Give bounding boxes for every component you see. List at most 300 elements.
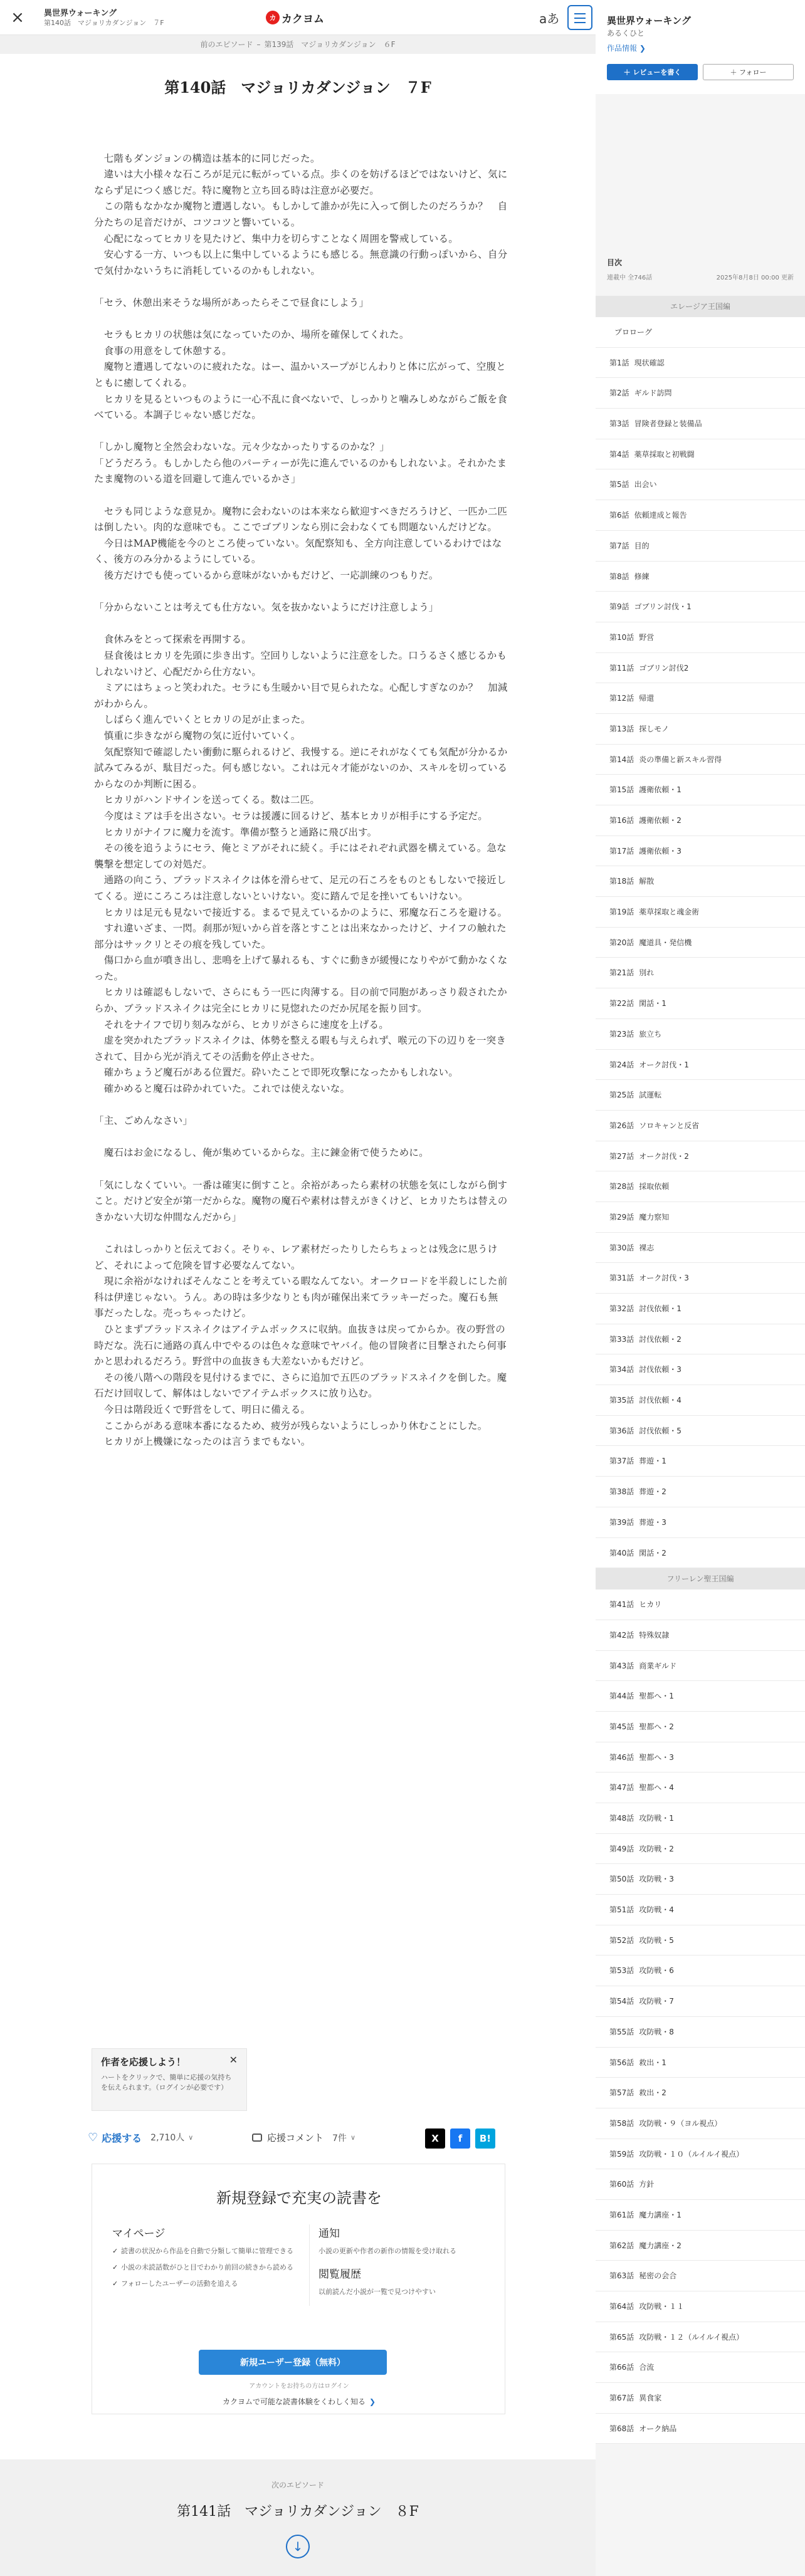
chapter-title: 解散 (639, 877, 655, 886)
chapter-item[interactable] (596, 836, 805, 867)
chapter-title: 野営 (639, 632, 655, 642)
mypage-item: ✓ 読書の状況から作品を自動で分類して簡単に管理できる (112, 2246, 300, 2256)
episode-paragraph: この階もなかなか魔物と遭遇しない。もしかして誰かが先に入って倒したのだろうか？ 自分たちの足音だけが、コツコツと響いている。 (94, 201, 508, 228)
sidebar-author[interactable]: あるくひと (607, 29, 645, 38)
menu-line-icon (574, 22, 586, 23)
chapter-title: 依頼達成と報告 (634, 511, 687, 520)
chapter-number: 第38話 (609, 1487, 634, 1497)
chapter-title: 討伐依頼・5 (639, 1426, 681, 1435)
chapter-title: 攻防戦・4 (639, 1905, 674, 1915)
chapter-item[interactable] (596, 1416, 805, 1447)
next-episode-area[interactable] (0, 2459, 596, 2576)
last-updated: 2025年8月8日 00:00 更新 (716, 275, 794, 281)
follow-button[interactable]: ＋ フォロー (703, 64, 794, 80)
chapter-item[interactable] (596, 1651, 805, 1682)
episode-paragraph: 「しかし魔物と全然会わないな。元々少なかったりするのかな？」 (94, 441, 390, 453)
chapter-title: 攻防戦・7 (639, 1997, 674, 2006)
episode-paragraph: セラも同じような意見か。魔物に会わないのは本来なら歓迎すべきだろうけど、一匹か二匹は倒したい。肉的な意味でも。ここでゴブリンなら別に会わなくても問題ないんだけどな。 (94, 505, 508, 533)
chapter-number: 第35話 (609, 1396, 634, 1405)
chapter-number: 第18話 (609, 877, 634, 886)
toc-heading: 目次 (607, 258, 623, 267)
episode-body (94, 135, 508, 1450)
episode-paragraph: 虚を突かれたブラッドスネイクは、体勢を整える暇も与えられず、喉元の下の辺りを一突きされて、目から光が消えてその活動を停止させた。 (94, 1035, 507, 1062)
episode-paragraph: ヒカリがナイフに魔力を流す。準備が整うと通路に飛び出す。 (94, 826, 377, 838)
chapter-title: 救出・1 (639, 2058, 666, 2067)
mypage-item: ✓ フォローしたユーザーの活動を追える (112, 2279, 300, 2289)
next-episode-label: 次のエピソード (271, 2481, 324, 2490)
register-panel (92, 2164, 505, 2414)
chapter-title: 旅立ち (639, 1029, 662, 1039)
chapter-item[interactable] (596, 2352, 805, 2383)
chapter-title: 攻防戦・１０（ルイルイ視点） (639, 2149, 744, 2159)
chapter-item[interactable] (596, 653, 805, 684)
chapter-title: 攻防戦・2 (639, 1844, 674, 1853)
chapter-number: 第32話 (609, 1304, 634, 1313)
chapter-number: 第43話 (609, 1661, 634, 1670)
episode-paragraph: 後方だけでも使っているから意味がないかもだけど、一応訓練のつもりだ。 (94, 570, 439, 582)
episode-paragraph: 「セラ、休憩出来そうな場所があったらそこで昼食にしよう」 (94, 296, 369, 308)
chapter-item[interactable] (596, 775, 805, 805)
chapter-title: 攻防戦・6 (639, 1966, 674, 1976)
mypage-item: ✓ 小説の未読話数がひと目でわかり前回の続きから読める (112, 2263, 300, 2273)
support-title: 作者を応援しよう！ (101, 2056, 186, 2068)
chapter-item[interactable] (596, 1019, 805, 1050)
prev-episode-label: 前のエピソード (200, 40, 253, 49)
episode-paragraph: 違いは大小様々な石ころが足元に転がっている点。歩くのを妨げるほどではないけど、気にならず足につく感じだ。特に魔物と立ち回る時は注意が必要だ。 (94, 169, 508, 196)
chapter-item[interactable] (596, 1111, 805, 1141)
chapter-item[interactable] (596, 531, 805, 562)
chapter-title: 葬遊・2 (639, 1487, 666, 1497)
prev-episode-separator: – (256, 40, 261, 49)
chapter-item[interactable] (596, 409, 805, 439)
chapter-number: 第30話 (609, 1243, 634, 1252)
chapter-title: 攻防戦・９（ヨル視点） (639, 2118, 722, 2128)
chapter-number: 第49話 (609, 1844, 634, 1853)
chapter-item[interactable] (596, 866, 805, 897)
logo-mark-icon: カ (266, 11, 280, 24)
chapter-number: 第55話 (609, 2027, 634, 2036)
chapter-item[interactable] (596, 2322, 805, 2353)
comment-label: 応援コメント (267, 2132, 324, 2144)
comment-button[interactable] (252, 2131, 355, 2144)
chapter-title: 攻防戦・1 (639, 1814, 674, 1823)
episode-paragraph: ヒカリは足元も見ないで接近する。まるで見えているかのように、邪魔な石ころを避ける。 (94, 906, 508, 918)
chapter-title: プロローグ (614, 328, 653, 337)
chapter-item[interactable] (596, 592, 805, 622)
chapter-group-heading: エレージア王国編 (596, 296, 805, 317)
chapter-item[interactable] (596, 1620, 805, 1651)
register-mypage-col (112, 2224, 300, 2295)
chapter-item[interactable] (596, 1171, 805, 1202)
episode-paragraph: 確かちょうど魔石がある位置だ。砕いたことで即死攻撃になったかもしれない。 (94, 1067, 458, 1079)
arrow-down-icon[interactable]: ↓ (286, 2535, 310, 2558)
chapter-item[interactable] (596, 2414, 805, 2444)
chapter-item[interactable] (596, 1141, 805, 1172)
chapter-number: 第62話 (609, 2241, 634, 2250)
chapter-number: 第37話 (609, 1457, 634, 1466)
chapter-number: 第52話 (609, 1935, 634, 1945)
chapter-title: 攻防戦・5 (639, 1935, 674, 1945)
chapter-number: 第61話 (609, 2210, 634, 2219)
episode-paragraph: 安心する一方、いつも以上に集中しているようにも感じる。無意識の行動っぽいから、自分で気付かないうちに消耗しているのかもしれない。 (94, 249, 508, 276)
chapter-number: 第16話 (609, 816, 634, 825)
chapter-item[interactable] (596, 1538, 805, 1569)
chapter-number: 第20話 (609, 938, 634, 947)
chapter-item[interactable] (596, 1925, 805, 1956)
chapter-item[interactable] (596, 2383, 805, 2414)
chapter-item[interactable] (596, 469, 805, 500)
chapter-title: 方針 (639, 2180, 655, 2189)
chapter-number: 第40話 (609, 1548, 634, 1558)
chapter-item[interactable] (596, 745, 805, 775)
chapter-title: 討伐依頼・3 (639, 1365, 681, 1374)
chapter-number: 第45話 (609, 1722, 634, 1731)
chapter-number: 第63話 (609, 2271, 634, 2281)
chapter-item[interactable] (596, 1507, 805, 1538)
chapter-number: 第7話 (609, 541, 629, 550)
episode-paragraph: その後を追うようにセラ、俺とミアがそれに続く。手にはそれぞれ武器を構えている。急な襲撃を想定しての対処だ。 (94, 842, 507, 870)
episode-paragraph (94, 584, 508, 600)
chapter-item[interactable] (596, 1050, 805, 1081)
chapter-item[interactable] (596, 2261, 805, 2291)
chevron-down-icon: ∨ (188, 2133, 194, 2142)
chapter-number: 第11話 (609, 663, 634, 673)
chapter-item[interactable] (596, 2169, 805, 2200)
episode-paragraph: 「主、ごめんなさい」 (94, 1115, 193, 1127)
chapter-number: 第14話 (609, 755, 634, 764)
chapter-number: 第53話 (609, 1966, 634, 1976)
chapter-item[interactable] (596, 988, 805, 1019)
register-notice-col (309, 2224, 491, 2306)
chapter-number: 第1話 (609, 358, 629, 367)
learn-more-link[interactable] (92, 2396, 506, 2407)
chapter-item[interactable] (596, 2108, 805, 2139)
chapter-number: 第26話 (609, 1121, 634, 1130)
chapter-item[interactable] (596, 1712, 805, 1742)
toc-menu-button[interactable] (567, 5, 592, 30)
close-icon[interactable]: × (11, 8, 24, 27)
chapter-item[interactable] (596, 439, 805, 470)
signup-button[interactable]: 新規ユーザー登録（無料） (199, 2350, 387, 2375)
chapter-number: 第67話 (609, 2394, 634, 2403)
chapter-title: 閑話・1 (639, 999, 666, 1008)
chapter-number: 第23話 (609, 1029, 634, 1039)
episode-paragraph: すれ違いざま、一閃。刹那が短いから首を落とすことは出来なかったけど、ナイフの触れた部分はサックリとその痕を残していた。 (94, 923, 507, 950)
episode-paragraph: 「気にしなくていい。一番は確実に倒すこと。余裕があったら素材の状態を気にしながら倒すこと。だけど安全が第一だからな。魔物の魔石や素材は替えがきくけど、ヒカリたちは替えのきかない大切な仲間なんだから」 (94, 1179, 508, 1223)
chapter-title: ギルド訪問 (634, 389, 672, 398)
font-size-button[interactable]: aあ (539, 11, 560, 26)
chevron-right-icon: ❯ (369, 2397, 376, 2406)
chapter-title: 現状確認 (634, 358, 665, 367)
chapter-title: 護衛依頼・1 (639, 785, 681, 795)
sidebar-work-info (596, 0, 805, 94)
chapter-title: オーク納品 (639, 2424, 677, 2433)
chapter-title: 攻防戦・8 (639, 2027, 674, 2036)
chapter-number: 第44話 (609, 1692, 634, 1701)
chapter-title: オーク討伐・3 (639, 1274, 689, 1283)
chapter-item[interactable] (596, 2231, 805, 2261)
chapter-item[interactable] (596, 805, 805, 836)
chapter-item[interactable] (596, 1895, 805, 1925)
chapter-number: 第50話 (609, 1875, 634, 1884)
chapter-list (596, 296, 805, 2444)
chapter-number: 第59話 (609, 2149, 634, 2159)
chapter-number: 第27話 (609, 1151, 634, 1161)
chapter-number: 第10話 (609, 632, 634, 642)
chapter-item[interactable] (596, 562, 805, 592)
chapter-item[interactable] (596, 2139, 805, 2170)
chapter-item[interactable] (596, 622, 805, 653)
notice-heading: 通知 (318, 2228, 340, 2240)
share-x-button[interactable]: X (425, 2128, 445, 2149)
chapter-title: 薬草採取と魂金術 (639, 908, 700, 917)
chapter-number: 第29話 (609, 1212, 634, 1222)
chapter-number: 第47話 (609, 1783, 634, 1793)
mypage-heading: マイページ (112, 2228, 166, 2240)
chapter-item[interactable] (596, 1986, 805, 2017)
chapter-number: 第13話 (609, 724, 634, 733)
prev-episode-title: 第139話 マジョリカダンジョン ６F (264, 40, 396, 49)
episode-paragraph: ヒカリが上機嫌になったのは言うまでもない。 (94, 1436, 311, 1448)
chapter-number: 第54話 (609, 1997, 634, 2006)
episode-paragraph: 今度はミアは手を出さない。セラは援護に回るけど、基本ヒカリが相手にする予定だ。 (94, 810, 488, 822)
chapter-item[interactable] (596, 1294, 805, 1324)
chapter-item[interactable] (596, 897, 805, 928)
chapter-number: 第56話 (609, 2058, 634, 2067)
chapter-number: 第4話 (609, 449, 629, 459)
chapter-number: 第22話 (609, 999, 634, 1008)
episode-paragraph: 確かめると魔石は砕かれていた。これでは使えないな。 (94, 1083, 350, 1095)
episode-paragraph (94, 279, 508, 295)
chapter-item[interactable] (596, 714, 805, 745)
episode-paragraph (94, 135, 508, 151)
episode-paragraph (94, 488, 508, 504)
episode-paragraph: 魔石はお金になるし、俺が集めているからな。主に錬金術で使うために。 (94, 1147, 429, 1159)
episode-paragraph: それをナイフで切り刻みながら、ヒカリがさらに速度を上げる。 (94, 1018, 389, 1030)
chapter-number: 第24話 (609, 1060, 634, 1069)
share-hatena-button[interactable]: B! (475, 2128, 495, 2149)
chapter-item[interactable] (596, 2048, 805, 2078)
support-description: ハートをクリックで、簡単に応援の気持ちを伝えられます。（ログインが必要です） (101, 2073, 232, 2092)
episode-paragraph: 気配察知で確認したい衝動に駆られるけど、我慢する。逆にそれがなくても気配が分かるか試みてみるが、駄目だった。何も感じない。これは元々才能がないのか、スキルを切っているからなのか判断に困る。 (94, 746, 508, 790)
notice-text: 小説の更新や作者の新作の情報を受け取れる (318, 2247, 456, 2255)
chapter-title: 探しモノ (639, 724, 670, 733)
history-text: 以前読んだ小説が一覧で見つけやすい (318, 2288, 436, 2296)
chapter-item[interactable] (596, 1354, 805, 1385)
chapter-number: 第9話 (609, 602, 629, 612)
header-work-title[interactable]: 異世界ウォーキング (44, 9, 117, 18)
chapter-item[interactable] (596, 348, 805, 379)
chapter-title: 異食家 (639, 2394, 662, 2403)
cheer-button[interactable] (88, 2130, 193, 2145)
chapter-item[interactable] (596, 500, 805, 531)
chapter-item[interactable] (596, 1589, 805, 1620)
episode-paragraph: セラもヒカリの状態は気になっていたのか、場所を確保してくれた。 (94, 329, 409, 341)
episode-paragraph: 七階もダンジョンの構造は基本的に同じだった。 (94, 152, 320, 164)
chapter-number: 第33話 (609, 1334, 634, 1344)
chapter-item[interactable] (596, 2017, 805, 2048)
chapter-number: 第25話 (609, 1091, 634, 1100)
register-title: 新規登録で充実の読書を (216, 2189, 382, 2207)
chapter-number: 第3話 (609, 419, 629, 429)
toc-meta (607, 272, 794, 281)
chapter-title: 修練 (634, 572, 650, 581)
chapter-item[interactable] (596, 1202, 805, 1233)
header-episode-title: 第140話 マジョリカダンジョン ７F (44, 19, 164, 27)
chapter-item[interactable] (596, 1446, 805, 1477)
chapter-item[interactable] (596, 958, 805, 988)
chapter-number: 第31話 (609, 1274, 634, 1283)
chapter-number: 第6話 (609, 511, 629, 520)
episode-paragraph: 今日はMAP機能を今のところ使っていない。気配察知も、全方向注意しているわけではなく、後方のみ分かるようにしている。 (94, 537, 502, 565)
chapter-number: 第51話 (609, 1905, 634, 1915)
chapter-number: 第57話 (609, 2088, 634, 2098)
episode-paragraph: ミアにはちょっと笑われた。セラにも生暖かい目で見られたな。心配しすぎなのか？ 加減がわからん。 (94, 682, 508, 709)
chapter-title: 採取依頼 (639, 1182, 670, 1191)
chapter-title: 護衛依頼・3 (639, 846, 681, 856)
chapter-item[interactable] (596, 317, 805, 348)
chapter-number: 第64話 (609, 2302, 634, 2311)
episode-paragraph: 心配になってヒカリを見たけど、集中力を切らすことなく周囲を警戒している。 (94, 233, 458, 244)
chevron-down-icon: ∨ (350, 2134, 355, 2142)
chapter-number: 第34話 (609, 1365, 634, 1374)
chapter-title: 魔道具・発信機 (639, 938, 692, 947)
chapter-title: 聖都へ・1 (639, 1692, 674, 1701)
episode-paragraph (94, 1161, 508, 1178)
chapter-item[interactable] (596, 1263, 805, 1294)
episode-paragraph: しばらく進んでいくとヒカリの足が止まった。 (94, 714, 311, 726)
chapter-title: 討伐依頼・2 (639, 1334, 681, 1344)
sidebar-work-title[interactable]: 異世界ウォーキング (607, 15, 691, 26)
chapter-number: 第65話 (609, 2332, 634, 2342)
chapter-title: 裸志 (639, 1243, 655, 1252)
chapter-title: 別れ (639, 968, 655, 978)
chapter-item[interactable] (596, 1385, 805, 1416)
chapter-title: オーク討伐・1 (639, 1060, 689, 1069)
chapter-number: 第46話 (609, 1752, 634, 1762)
chapter-item[interactable] (596, 1477, 805, 1507)
chapter-item[interactable] (596, 683, 805, 714)
comment-count: 7件 (332, 2133, 347, 2144)
chapter-title: 冒険者登録と装備品 (634, 419, 702, 429)
episode-paragraph: 食事の用意をして休憩する。 (94, 345, 232, 357)
chapter-item[interactable] (596, 928, 805, 958)
episode-paragraph (94, 424, 508, 440)
chapter-item[interactable] (596, 1772, 805, 1803)
chapter-title: ゴブリン討伐・1 (634, 602, 692, 612)
chapter-number: 第8話 (609, 572, 629, 581)
chapter-title: 薬草採取と初戦闘 (634, 449, 695, 459)
menu-line-icon (574, 18, 586, 19)
episode-paragraph: これはしっかりと伝えておく。そりゃ、レア素材だったりしたらちょっとは残念に思うけど、それによって危険を冒す必要なんてない。 (94, 1243, 498, 1271)
chapter-item[interactable] (596, 1233, 805, 1264)
chapter-item[interactable] (596, 1956, 805, 1986)
episode-paragraph: 食休みをとって探索を再開する。 (94, 634, 251, 646)
login-link[interactable]: アカウントをお持ちの方はログイン (249, 2383, 349, 2390)
episode-paragraph: 魔物と遭遇してないのに疲れたな。はー、温かいスープがじんわりと体に広がって、空腹とともに癒してくれる。 (94, 361, 506, 389)
chapter-number: 第12話 (609, 694, 634, 703)
chapter-title: 聖都へ・2 (639, 1722, 674, 1731)
episode-paragraph: 昼食後はヒカリを先頭に歩き出す。空回りしないように注意をした。口うるさく感じるかもしれないけど、心配だから仕方ない。 (94, 650, 507, 678)
episode-paragraph (94, 1225, 508, 1242)
chapter-title: ゴブリン討伐2 (639, 663, 689, 673)
chapter-item[interactable] (596, 2291, 805, 2322)
chapter-title: 出会い (634, 480, 657, 490)
episode-paragraph: 今日は階段近くで野営をして、明日に備える。 (94, 1403, 311, 1415)
chapter-number: 第58話 (609, 2118, 634, 2128)
chapter-title: 合流 (639, 2363, 655, 2372)
episode-paragraph: ひとまずブラッドスネイクはアイテムボックスに収納。血抜きは戻ってからか。夜の野営の時だな。洗石に通路の真ん中でやるのは色々な意味でヤバイ。他の冒険者に目撃されたら何事かと思われるだろう。野営中の血抜きも大差ないかもだけど。 (94, 1323, 507, 1368)
chapter-item[interactable] (596, 1324, 805, 1355)
chapter-item[interactable] (596, 1681, 805, 1712)
work-info-link[interactable]: 作品情報 ❯ (607, 44, 646, 53)
share-facebook-button[interactable]: f (450, 2128, 470, 2149)
chapter-title: オーク討伐・2 (639, 1151, 689, 1161)
episode-paragraph (94, 1097, 508, 1114)
episode-paragraph: ヒカリは確認もしないで、さらにもう一匹に肉薄する。目の前で同胞があっさり殺されたからか、ブラッドスネイクは完全にヒカリに見惚れたのだか尻尾を振り回す。 (94, 987, 507, 1015)
chapter-item[interactable] (596, 1864, 805, 1895)
chapter-item[interactable] (596, 1803, 805, 1834)
menu-line-icon (574, 13, 586, 14)
episode-paragraph: 現に余裕がなければそんなことを考えている暇なんてない。オークロードを半殺しにした前科は伊達じゃない。うん。あの時は多少なりとも肉が確保出来てラッキーだった。魔石も無事だったしな。売っちゃったけど。 (94, 1275, 508, 1319)
chapter-item[interactable] (596, 2078, 805, 2108)
episode-paragraph: ここからがある意味本番になるため、疲労が残らないようにしっかり休むことにした。 (94, 1420, 488, 1432)
chapter-item[interactable] (596, 2200, 805, 2231)
prev-episode-bar[interactable] (0, 35, 596, 54)
episode-paragraph: 「どうだろう。もしかしたら他のパーティーが先に進んでいるのかもしれないよ。それかたまたま魔物のいる道を回避して進んでいるかさ」 (94, 457, 507, 485)
chapter-item[interactable] (596, 1742, 805, 1773)
chapter-number: 第15話 (609, 785, 634, 795)
episode-paragraph (94, 312, 508, 328)
episode-paragraph: 「分からないことは考えても仕方ない。気を抜かないようにだけ注意しよう」 (94, 602, 439, 614)
cheer-count: 2,710人 (150, 2133, 185, 2143)
chapter-title: 商業ギルド (639, 1661, 677, 1670)
serial-status: 連載中 全746話 (607, 275, 653, 281)
chapter-title: 聖都へ・3 (639, 1752, 674, 1762)
chapter-title: 護衛依頼・2 (639, 816, 681, 825)
chapter-title: 攻防戦・１１ (639, 2302, 685, 2311)
logo-text: カクヨム (281, 13, 324, 26)
chapter-title: 秘密の会合 (639, 2271, 677, 2281)
chapter-number: 第39話 (609, 1517, 634, 1527)
chapter-title: 閑話・2 (639, 1548, 666, 1558)
next-episode-title[interactable]: 第141話 マジョリカダンジョン ８F (177, 2504, 419, 2520)
chapter-group-heading: フリーレン聖王国編 (596, 1568, 805, 1589)
episode-title: 第140話 マジョリカダンジョン ７F (164, 78, 431, 97)
chapter-number: 第5話 (609, 480, 629, 490)
comment-icon (252, 2134, 262, 2142)
episode-paragraph: 傷口から血が噴き出し、悲鳴を上げて暴れるも、すぐに動きが緩慢になりやがて動かなくなった。 (94, 955, 508, 982)
chapter-number: 第36話 (609, 1426, 634, 1435)
chapter-title: 魔力察知 (639, 1212, 670, 1222)
episode-paragraph: その後八階への階段を見付けるまでに、さらに追加で五匹のブラッドスネイクを倒した。魔石だけ回収して、解体はしないでアイテムボックスに放り込む。 (94, 1371, 507, 1400)
close-icon[interactable]: ✕ (229, 2054, 238, 2066)
chapter-title: 帰還 (639, 694, 655, 703)
chapter-title: 魔力講座・2 (639, 2241, 681, 2250)
chapter-number: 第21話 (609, 968, 634, 978)
sidebar (596, 0, 805, 2576)
chapter-title: 試運転 (639, 1091, 662, 1100)
chapter-item[interactable] (596, 1080, 805, 1111)
write-review-button[interactable]: ＋ レビューを書く (607, 64, 698, 80)
kakuyomu-logo[interactable] (266, 9, 324, 26)
chapter-item[interactable] (596, 1834, 805, 1865)
episode-paragraph (94, 616, 508, 632)
chapter-title: 攻防戦・１２（ルイルイ視点） (639, 2332, 744, 2342)
chapter-title: ソロキャンと反省 (639, 1121, 700, 1130)
learn-more-text: カクヨムで可能な読書体験をくわしく知る (222, 2397, 366, 2406)
chapter-item[interactable] (596, 378, 805, 409)
